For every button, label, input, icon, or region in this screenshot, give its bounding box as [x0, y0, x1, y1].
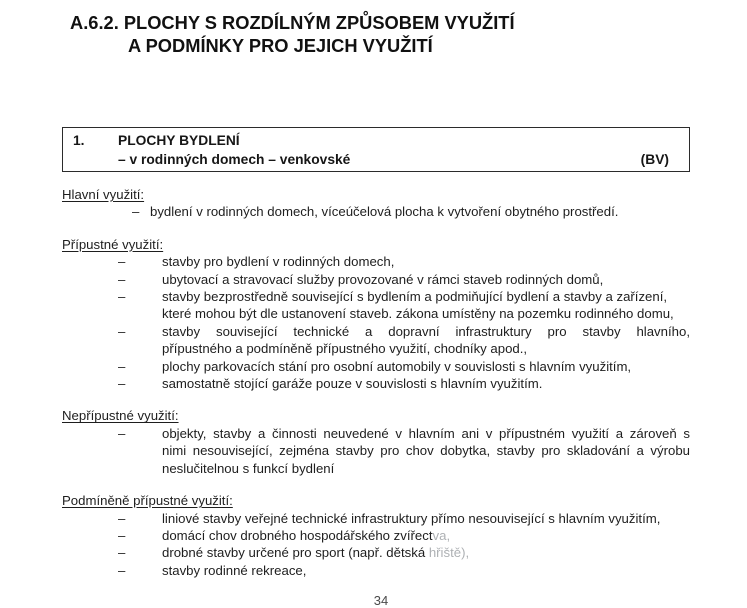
faded-text: hřiště), — [428, 545, 470, 561]
bullet-dash: – — [118, 545, 126, 561]
text-line: objekty, stavby a činnosti neuvedené v hlavním ani v přípustném využití a zároveň s — [162, 425, 690, 441]
section-heading: Přípustné využití: — [62, 236, 164, 252]
text-line: stavby bezprostředně související s bydlením a podmiňující bydlení a stavby a zařízení, — [162, 289, 668, 305]
text-line: stavby pro bydlení v rodinných domech, — [162, 254, 395, 270]
title-line-1: A.6.2. PLOCHY S ROZDÍLNÝM ZPŮSOBEM VYUŽITÍ — [70, 12, 515, 33]
list-item-text — [162, 375, 690, 392]
list-item — [62, 375, 690, 392]
section-pripustne-vyuziti — [62, 236, 690, 393]
bullet-dash: – — [118, 376, 126, 392]
text-line: stavby rodinné rekreace, — [162, 562, 307, 578]
list-item — [62, 510, 690, 527]
section-heading: Nepřípustné využití: — [62, 408, 179, 424]
text-line: domácí chov drobného hospodářského zvířectva, — [162, 527, 451, 543]
bullet-dash: – — [118, 323, 126, 339]
bullet-dash: – — [118, 271, 126, 287]
list-item — [62, 288, 690, 323]
text-line: ubytovací a stravovací služby provozované v rámci staveb rodinných domů, — [162, 271, 604, 287]
list-item-text — [162, 562, 690, 579]
list-item — [62, 544, 690, 561]
text-line: samostatně stojící garáže pouze v souvislosti s hlavním využitím. — [162, 376, 543, 392]
list-item — [62, 425, 690, 477]
bullet-dash: – — [118, 425, 126, 441]
zone-code: (BV) — [640, 152, 669, 167]
zone-title: PLOCHY BYDLENÍ — [118, 133, 240, 148]
section-heading: Hlavní využití: — [62, 187, 145, 202]
text-line: stavby související technické a dopravní infrastruktury pro stavby hlavního, — [162, 323, 690, 339]
list-item-text — [162, 288, 690, 323]
zone-subtitle: – v rodinných domech – venkovské — [118, 152, 351, 167]
list-item-text — [162, 425, 690, 477]
text-line: liniové stavby veřejné technické infrastruktury přímo nesouvisející s hlavním využitím, — [162, 510, 661, 526]
faded-text: va, — [432, 527, 451, 543]
bullet-dash: – — [132, 204, 140, 220]
zone-box-row-2 — [63, 150, 689, 169]
list-item-text — [162, 271, 690, 288]
list-item — [62, 527, 690, 544]
document-title — [70, 11, 515, 57]
bullet-dash: – — [118, 510, 126, 526]
list-item — [62, 358, 690, 375]
list-item-text — [150, 203, 690, 220]
list-item — [62, 253, 690, 270]
list-item — [62, 271, 690, 288]
list-item-text — [162, 253, 690, 270]
list-item-text — [162, 527, 690, 544]
text-line: přípustného a podmíněně přípustného využití, chodníky apod., — [162, 341, 528, 357]
section-nepripustne-vyuziti — [62, 407, 690, 477]
bullet-dash: – — [118, 562, 126, 578]
text-line: které mohou být dle ustanovení staveb. zákona umístěny na pozemku rodinného domu, — [162, 306, 674, 322]
text-line: bydlení v rodinných domech, víceúčelová plocha k vytvoření obytného prostředí. — [150, 204, 619, 220]
text-line: plochy parkovacích stání pro osobní automobily v souvislosti s hlavním využitím, — [162, 358, 632, 374]
section-hlavni-vyuziti — [62, 186, 690, 221]
sections-container — [62, 186, 690, 594]
zone-number-spacer — [63, 150, 118, 169]
section-podminene-pripustne-vyuziti — [62, 492, 690, 579]
bullet-dash: – — [118, 254, 126, 270]
bullet-dash: – — [118, 358, 126, 374]
text-line: nimi nesouvisející, zejména stavby pro chov dobytka, stavby pro skladování a výrobu — [162, 443, 690, 459]
title-line-2: A PODMÍNKY PRO JEJICH VYUŽITÍ — [128, 35, 433, 56]
list-item — [62, 323, 690, 358]
text-line: neslučitelnou s funkcí bydlení — [162, 460, 335, 476]
zone-header-box — [62, 127, 690, 172]
text-line: drobné stavby určené pro sport (např. dětská hřiště), — [162, 545, 470, 561]
bullet-dash: – — [118, 527, 126, 543]
list-item — [62, 203, 690, 220]
zone-box-row-1 — [63, 131, 689, 150]
list-item-text — [162, 510, 690, 527]
bullet-dash: – — [118, 289, 126, 305]
zone-number: 1. — [73, 133, 85, 148]
list-item — [62, 562, 690, 579]
page-number: 34 — [373, 593, 389, 608]
list-item-text — [162, 323, 690, 358]
section-heading: Podmíněně přípustné využití: — [62, 493, 233, 509]
list-item-text — [162, 544, 690, 561]
list-item-text — [162, 358, 690, 375]
